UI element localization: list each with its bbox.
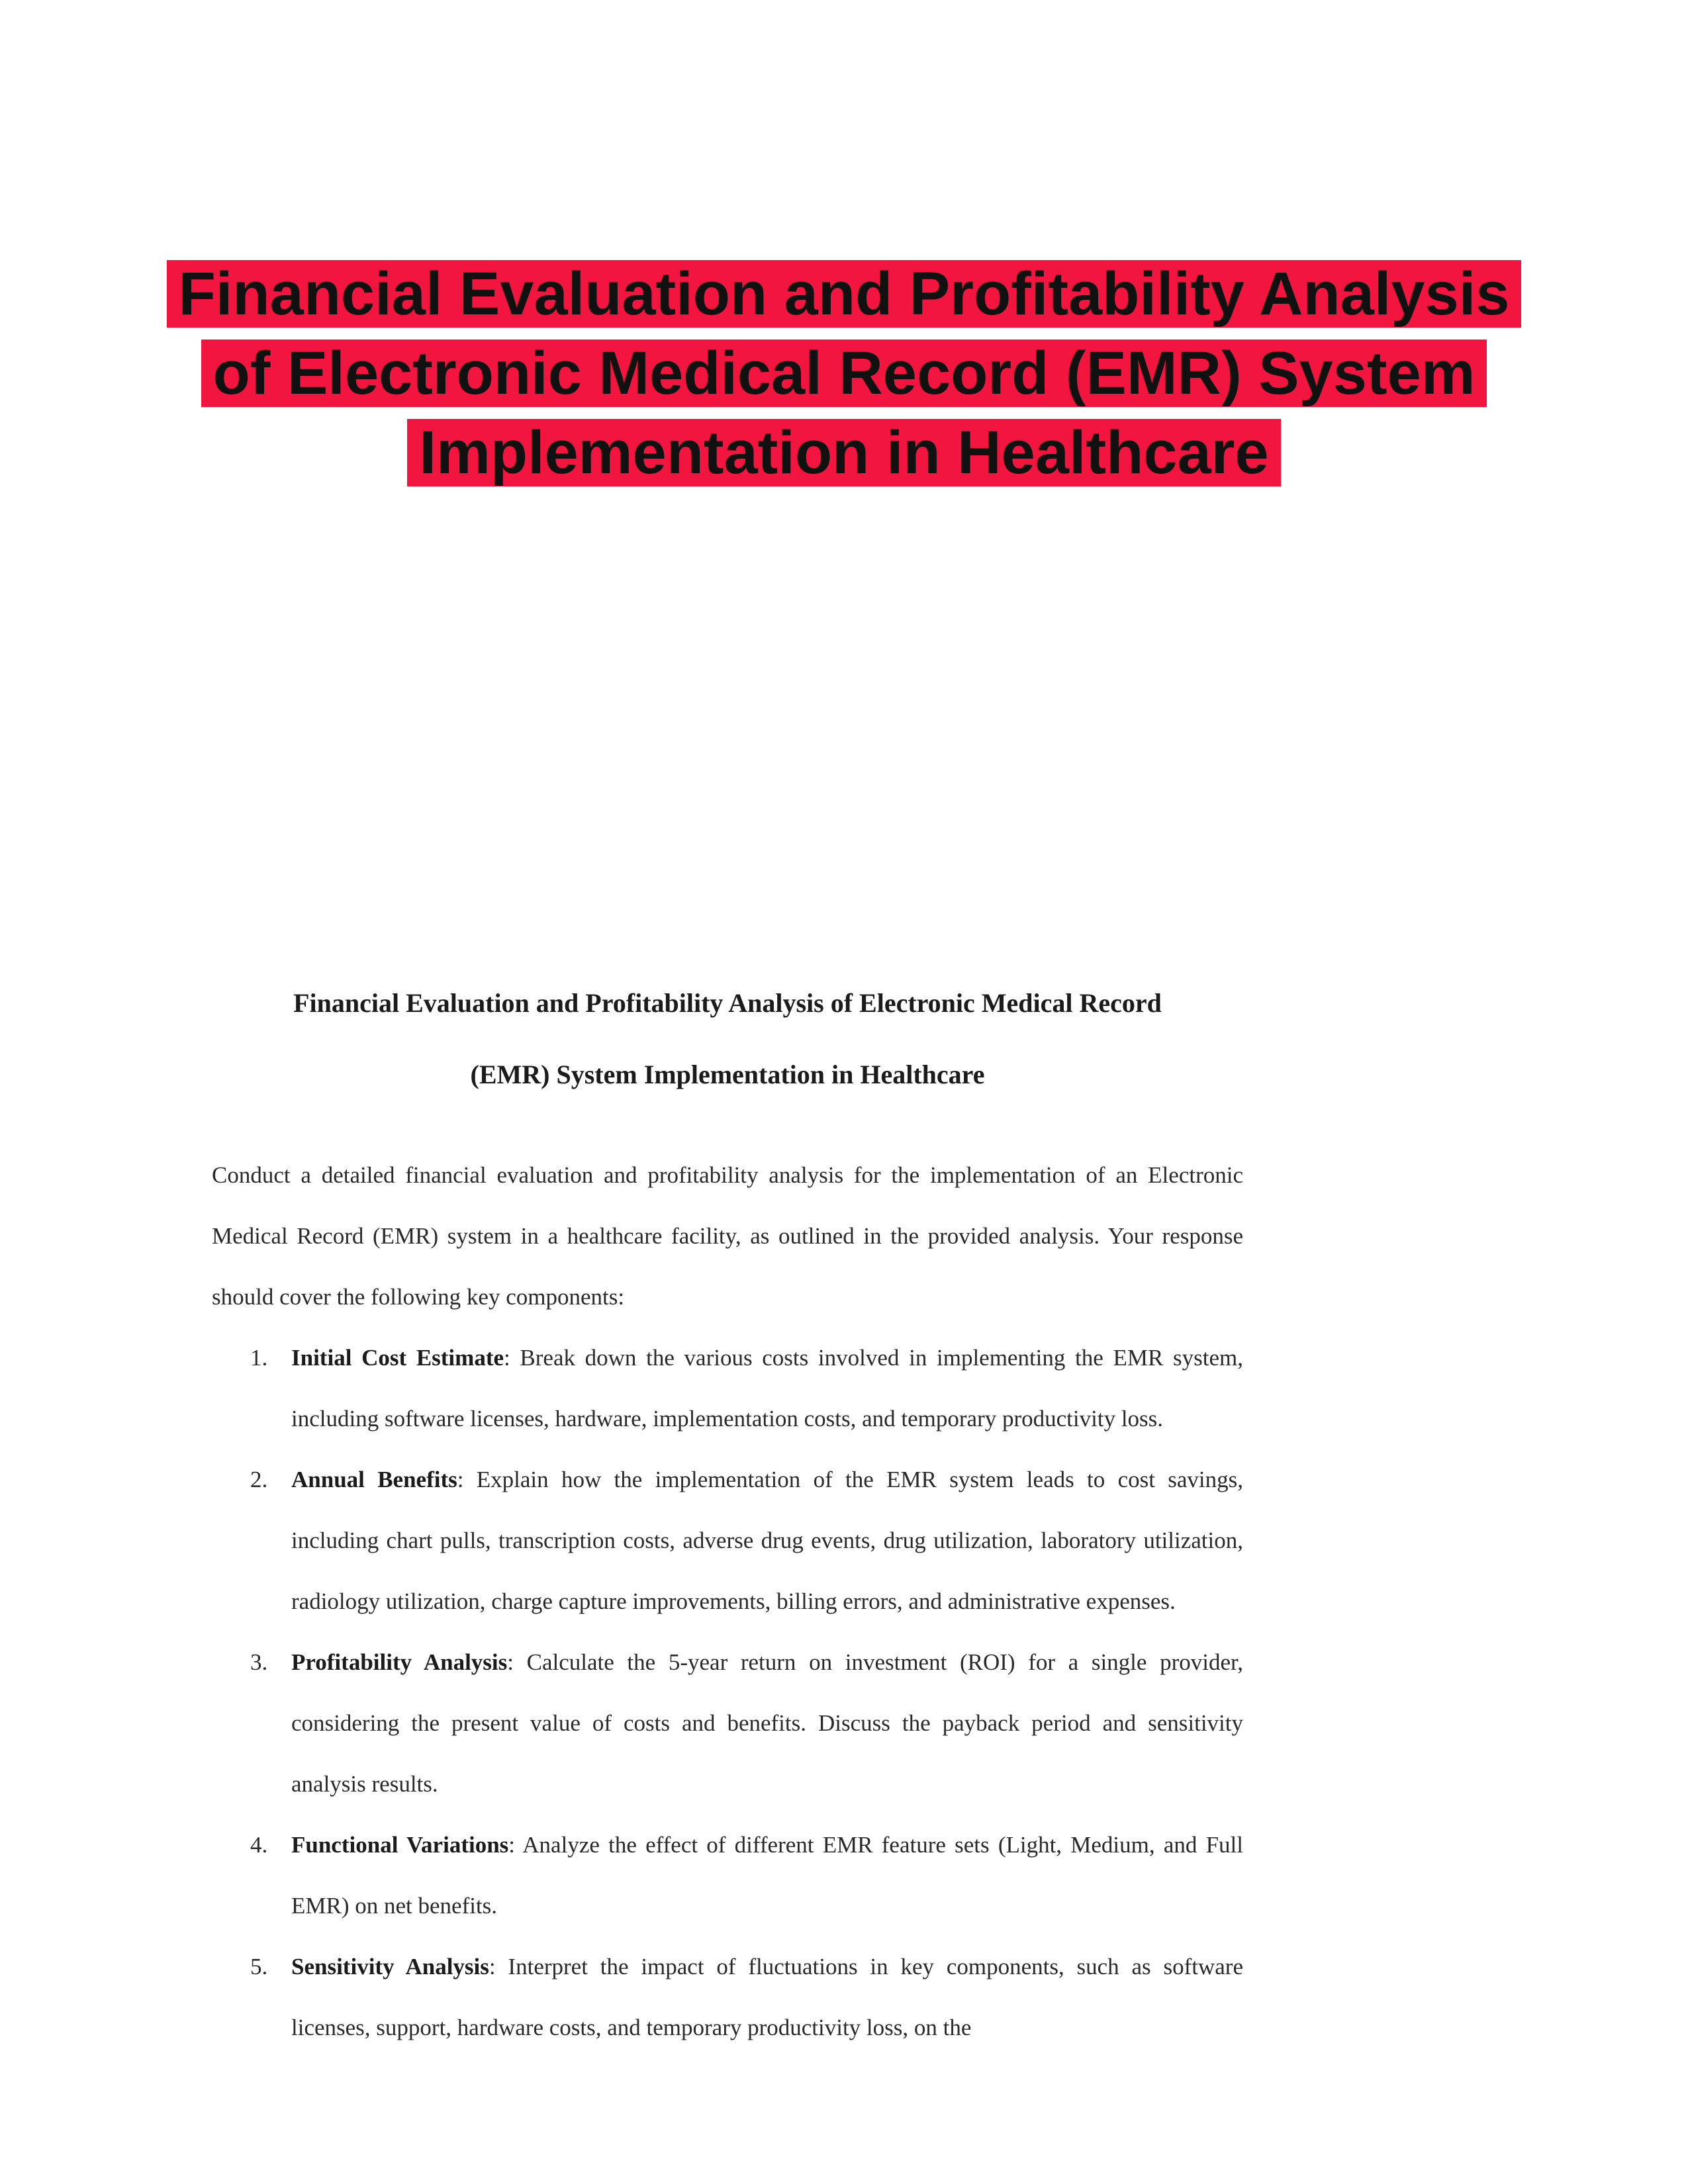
list-item-term: Annual Benefits xyxy=(291,1467,457,1492)
list-item-text: : Break down the various costs involved in implementing the EMR system, including software licenses, hardware, implementation costs, and temporary productivity loss. xyxy=(291,1345,1244,1432)
list-item xyxy=(212,1815,1243,1936)
document-title-line-2: (EMR) System Implementation in Healthcare xyxy=(470,1060,985,1089)
list-item-number: 1. xyxy=(250,1345,268,1371)
banner-line-2: of Electronic Medical Record (EMR) System xyxy=(201,340,1487,407)
task-list xyxy=(212,1328,1243,2058)
list-item xyxy=(212,1449,1243,1632)
document-page xyxy=(212,968,1243,2058)
list-item xyxy=(212,1936,1243,2058)
list-item-term: Sensitivity Analysis xyxy=(291,1954,489,1979)
list-item-text: : Explain how the implementation of the EMR system leads to cost savings, including chart pulls, transcription costs, adverse drug events, drug utilization, laboratory utilization, radiology utilization, charge capture improvements, billing errors, and administrative expenses. xyxy=(291,1467,1244,1614)
list-item-term: Initial Cost Estimate xyxy=(291,1345,504,1371)
list-item-term: Profitability Analysis xyxy=(291,1649,508,1675)
list-item xyxy=(212,1328,1243,1449)
list-item-text: : Analyze the effect of different EMR feature sets (Light, Medium, and Full EMR) on net benefits. xyxy=(291,1832,1243,1919)
list-item-number: 2. xyxy=(250,1467,268,1492)
list-item xyxy=(212,1632,1243,1815)
list-item-number: 3. xyxy=(250,1649,268,1675)
document-title xyxy=(212,968,1243,1111)
document-title-line-1: Financial Evaluation and Profitability Analysis of Electronic Medical Record xyxy=(293,988,1162,1018)
title-banner xyxy=(159,254,1529,492)
banner-line-1: Financial Evaluation and Profitability Analysis xyxy=(167,260,1522,328)
list-item-number: 5. xyxy=(250,1954,268,1979)
intro-paragraph: Conduct a detailed financial evaluation and profitability analysis for the implementation of an Electronic Medical Record (EMR) system in a healthcare facility, as outlined in the provided analysis. Your response should cover the following key components: xyxy=(212,1162,1243,1310)
list-item-text: : Interpret the impact of fluctuations in key components, such as software licenses, support, hardware costs, and temporary productivity loss, on the xyxy=(291,1954,1243,2040)
list-item-term: Functional Variations xyxy=(291,1832,509,1858)
banner-line-3: Implementation in Healthcare xyxy=(407,419,1280,486)
list-item-text: : Calculate the 5-year return on investment (ROI) for a single provider, considering the present value of costs and benefits. Discuss the payback period and sensitivity analysis results. xyxy=(291,1649,1243,1797)
list-item-number: 4. xyxy=(250,1832,268,1858)
